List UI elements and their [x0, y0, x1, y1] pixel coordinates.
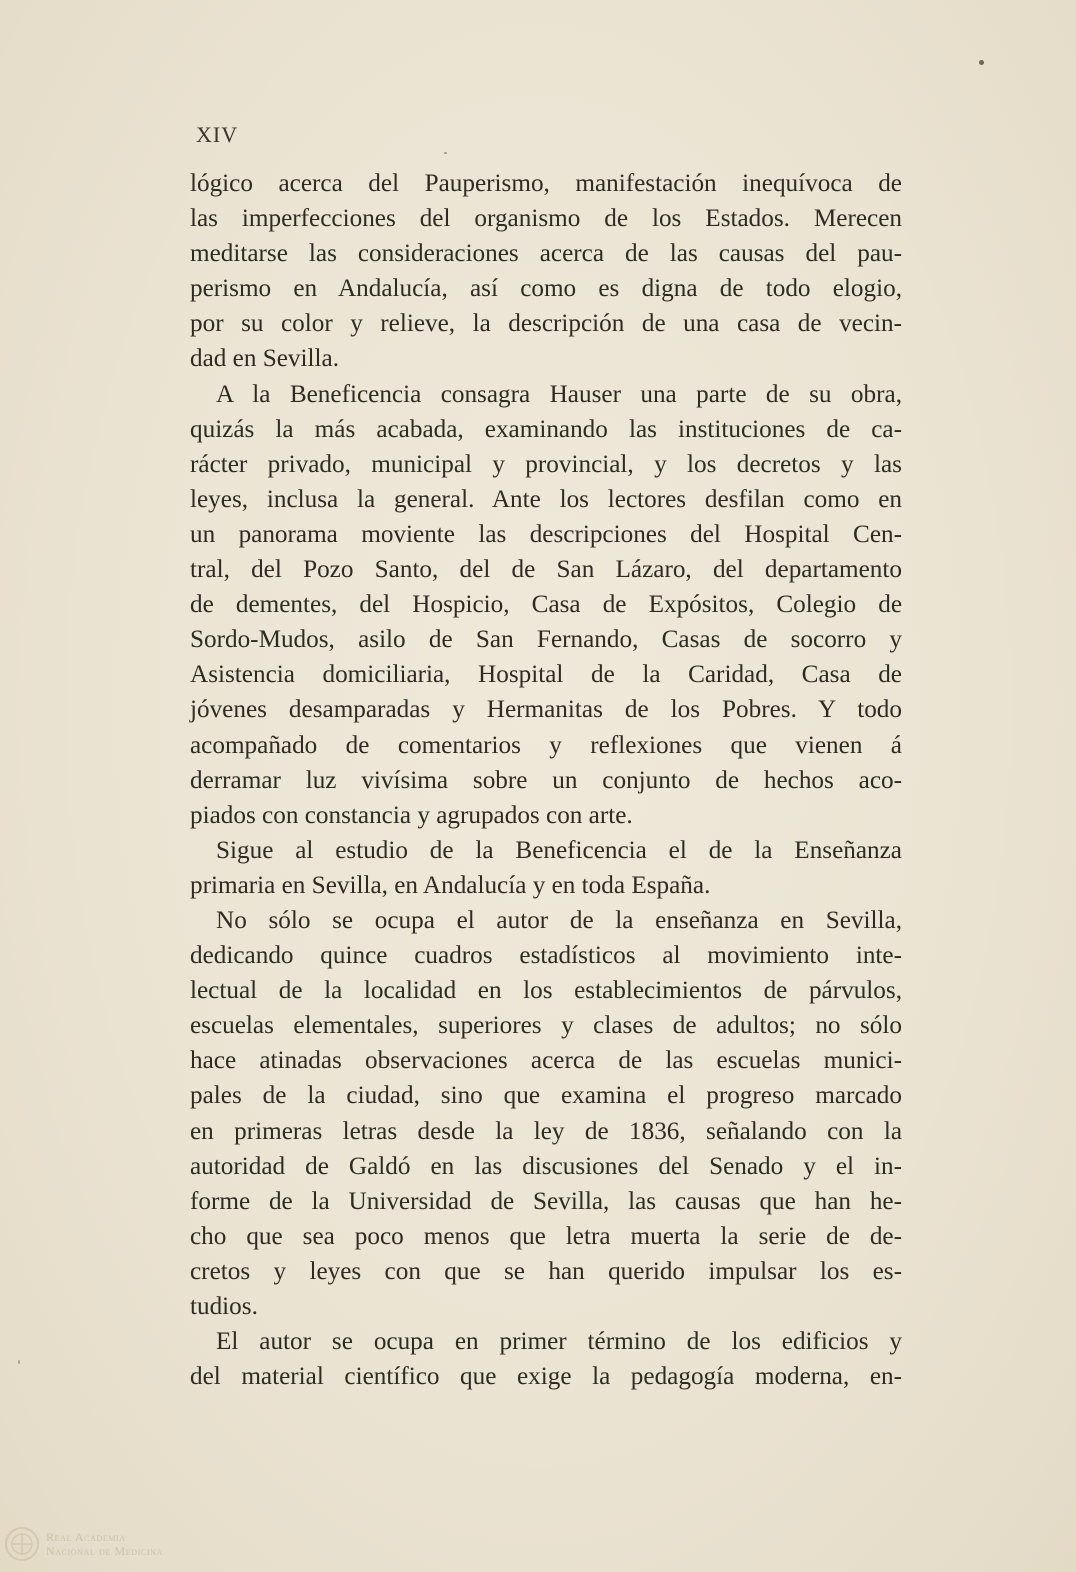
text-line: escuelas elementales, superiores y clases de adultos; no sólo	[190, 1012, 902, 1040]
page-number: XIV	[196, 122, 239, 147]
text-line: tral, del Pozo Santo, del de San Lázaro, del departamento	[190, 556, 902, 584]
body-text	[190, 166, 902, 1394]
paper-speck	[444, 152, 447, 154]
watermark-text	[46, 1530, 163, 1558]
text-line: cho que sea poco menos que letra muerta la serie de de-	[190, 1222, 902, 1250]
text-line: pales de la ciudad, sino que examina el progreso marcado	[190, 1082, 902, 1110]
text-line: Sordo-Mudos, asilo de San Fernando, Casas de socorro y	[190, 626, 902, 654]
text-line: Asistencia domiciliaria, Hospital de la Caridad, Casa de	[190, 661, 902, 689]
academy-seal-icon	[4, 1526, 40, 1562]
text-line: quizás la más acabada, examinando las instituciones de ca-	[190, 415, 902, 443]
text-line: El autor se ocupa en primer término de los edificios y	[216, 1328, 902, 1356]
text-line: hace atinadas observaciones acerca de las escuelas munici-	[190, 1047, 902, 1075]
watermark-line-1: Real Academia	[46, 1530, 126, 1544]
text-line: rácter privado, municipal y provincial, y los decretos y las	[190, 450, 902, 478]
text-line: forme de la Universidad de Sevilla, las causas que han he-	[190, 1187, 902, 1215]
text-line: por su color y relieve, la descripción de una casa de vecin-	[190, 310, 902, 338]
watermark-line-2: Nacional de Medicina	[46, 1544, 163, 1558]
text-line: dedicando quince cuadros estadísticos al movimiento inte-	[190, 942, 902, 970]
text-line: jóvenes desamparadas y Hermanitas de los Pobres. Y todo	[190, 696, 902, 724]
text-line: lectual de la localidad en los establecimientos de párvulos,	[190, 977, 902, 1005]
text-line: las imperfecciones del organismo de los Estados. Merecen	[190, 205, 902, 233]
text-line: leyes, inclusa la general. Ante los lectores desfilan como en	[190, 485, 902, 513]
text-line: piados con constancia y agrupados con arte.	[190, 801, 633, 829]
text-line: en primeras letras desde la ley de 1836, señalando con la	[190, 1117, 902, 1145]
text-line: cretos y leyes con que se han querido impulsar los es-	[190, 1257, 902, 1285]
text-line: del material científico que exige la pedagogía moderna, en-	[190, 1363, 902, 1391]
text-line: Sigue al estudio de la Beneficencia el de la Enseñanza	[216, 836, 902, 864]
paper-speck	[979, 60, 984, 65]
text-line: lógico acerca del Pauperismo, manifestación inequívoca de	[190, 170, 902, 197]
text-line: dad en Sevilla.	[190, 345, 339, 373]
text-line: perismo en Andalucía, así como es digna de todo elogio,	[190, 275, 902, 303]
text-line: autoridad de Galdó en las discusiones del Senado y el in-	[190, 1152, 902, 1180]
paper-speck	[18, 1360, 20, 1364]
text-line: No sólo se ocupa el autor de la enseñanza en Sevilla,	[216, 906, 902, 934]
text-line: meditarse las consideraciones acerca de las causas del pau-	[190, 240, 902, 268]
text-line: de dementes, del Hospicio, Casa de Expósitos, Colegio de	[190, 591, 902, 619]
text-line: un panorama moviente las descripciones del Hospital Cen-	[190, 520, 902, 548]
text-line: acompañado de comentarios y reflexiones que vienen á	[190, 731, 902, 759]
library-watermark	[2, 1524, 202, 1568]
text-line: tudios.	[190, 1293, 258, 1320]
text-line: derramar luz vivísima sobre un conjunto de hechos aco-	[190, 766, 902, 794]
text-line: A la Beneficencia consagra Hauser una parte de su obra,	[216, 380, 902, 408]
text-line: primaria en Sevilla, en Andalucía y en toda España.	[190, 871, 711, 899]
